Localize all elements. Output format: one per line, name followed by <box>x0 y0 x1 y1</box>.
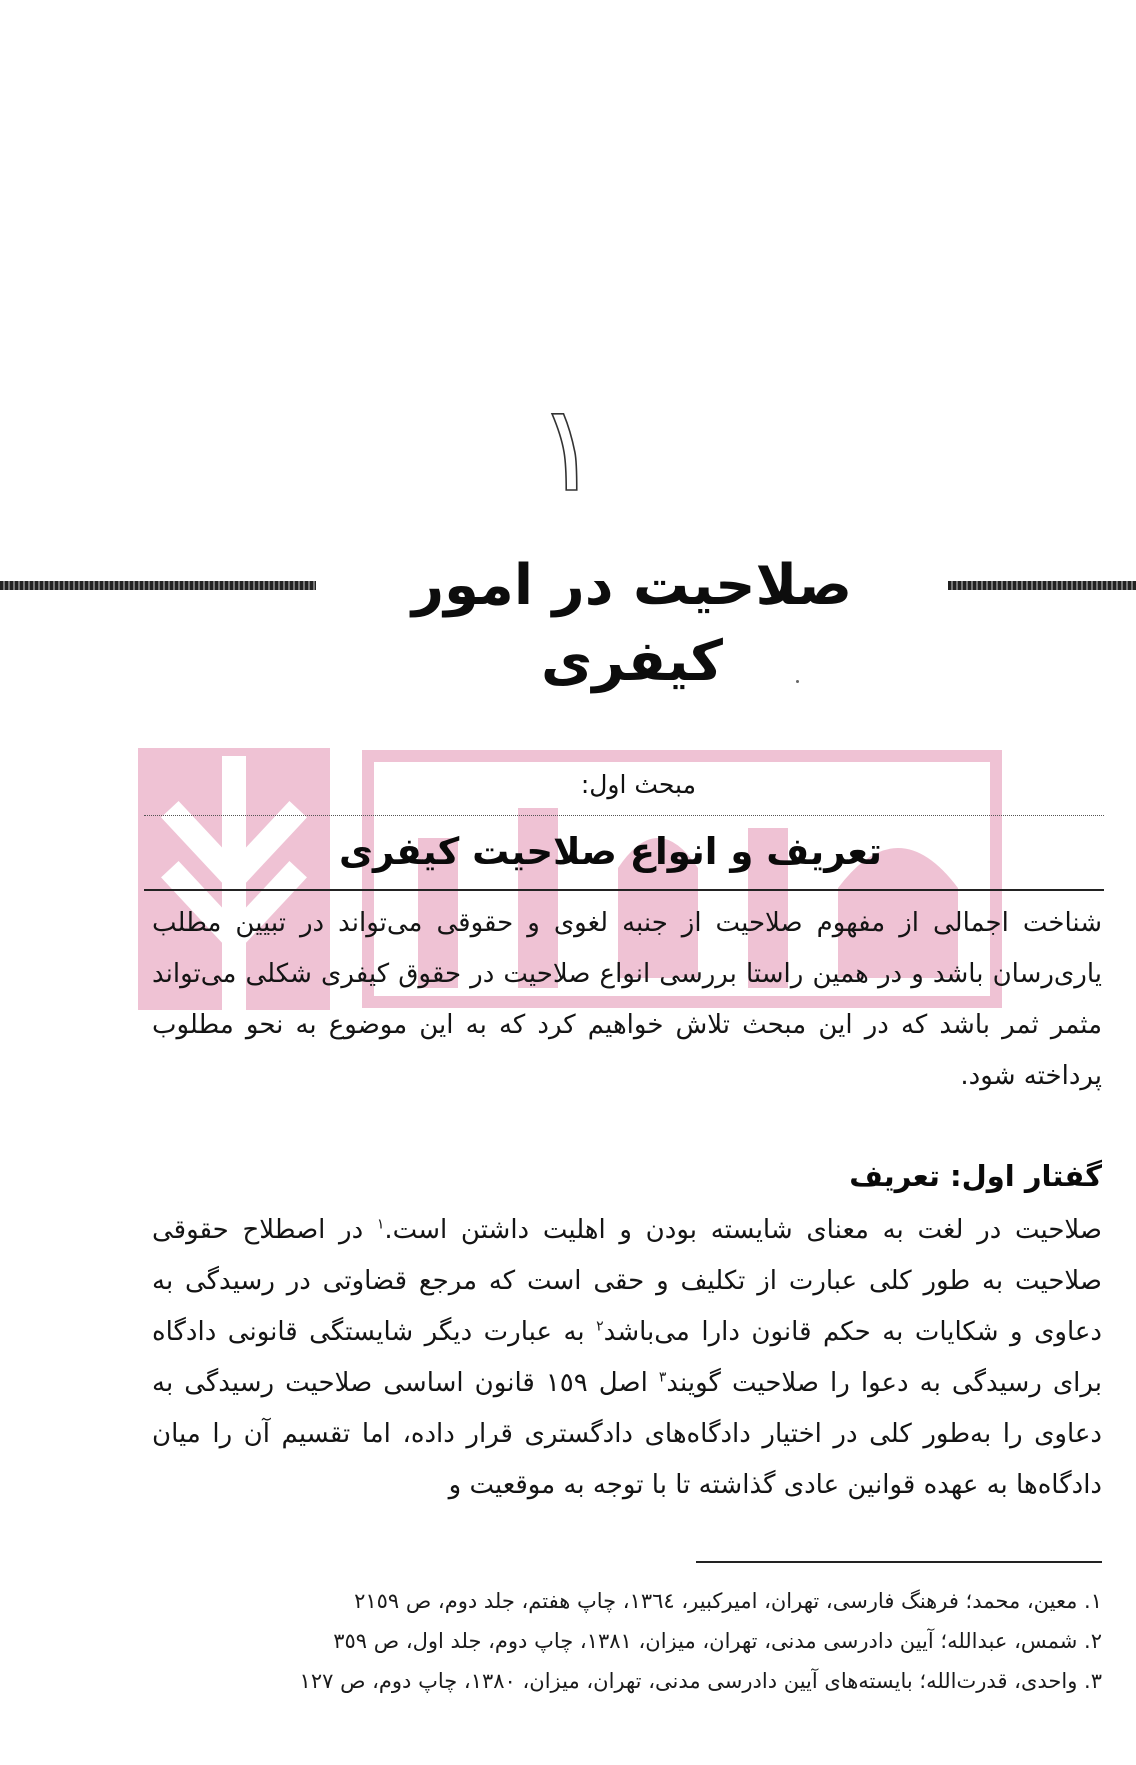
chapter-rule-right <box>948 581 1136 590</box>
section-title: تعریف و انواع صلاحیت کیفری <box>339 830 882 873</box>
section-rule-bottom <box>144 889 1104 891</box>
footnotes <box>202 1581 1102 1701</box>
footnote-item: ١. معین، محمد؛ فرهنگ فارسی، تهران، امیرکبیر، ١٣٦٤، چاپ هفتم، جلد دوم، ص ٢١٥٩ <box>354 1589 1102 1613</box>
intro-paragraph: شناخت اجمالی از مفهوم صلاحیت از جنبه لغوی و حقوقی می‌تواند در تبیین مطلب یاری‌رسان باشد و در همین راستا بررسی انواع صلاحیت در حقوق کیفری شکلی می‌تواند مثمر ثمر باشد که در این مبحث تلاش خواهیم کرد که به این موضوع به نحو مطلوب پرداخته شود. <box>152 908 1102 1091</box>
stray-dot <box>796 680 799 683</box>
footnote-item: ٣. واحدی، قدرت‌الله؛ بایسته‌های آیین دادرسی مدنی، تهران، میزان، ١٣٨٠، چاپ دوم، ص ١٢٧ <box>299 1669 1102 1693</box>
chapter-rule-left <box>0 581 316 590</box>
body-paragraph <box>152 1205 1102 1511</box>
footnote-separator <box>696 1561 1102 1563</box>
subsection-title: گفتار اول: تعریف <box>849 1159 1102 1193</box>
footnote-ref-2[interactable]: ٢ <box>596 1318 604 1335</box>
section-rule-top <box>144 815 1104 816</box>
footnote-ref-1[interactable]: ١ <box>376 1216 385 1233</box>
chapter-title: صلاحیت در امور کیفری <box>411 553 853 694</box>
footnote-ref-3[interactable]: ٣ <box>658 1369 667 1386</box>
body-text-3: به عبارت دیگر شایستگی قانونی دادگاه برای رسیدگی به دعوا را صلاحیت گویند <box>152 1317 1102 1398</box>
body-text-4: اصل ١٥٩ قانون اساسی صلاحیت رسیدگی به دعاوی را به‌طور کلی در اختیار دادگاه‌های دادگستری قرار داده، اما تقسیم آن را میان دادگاه‌ها به عهده قوانین عادی گذاشته تا با توجه به موقعیت و <box>152 1368 1102 1500</box>
footnote-item: ٢. شمس، عبدالله؛ آیین دادرسی مدنی، تهران، میزان، ١٣٨١، چاپ دوم، جلد اول، ص ٣٥٩ <box>333 1629 1102 1653</box>
chapter-number: ١ <box>535 380 601 519</box>
body-text-2: در اصطلاح حقوقی صلاحیت به طور کلی عبارت از تکلیف و حقی است که مرجع قضاوتی در رسیدگی به دعاوی و شکایات به حکم قانون دارا می‌باشد <box>152 1215 1102 1347</box>
section-label: مبحث اول: <box>580 770 696 799</box>
body-text-1: صلاحیت در لغت به معنای شایسته بودن و اهلیت داشتن است. <box>384 1215 1103 1245</box>
